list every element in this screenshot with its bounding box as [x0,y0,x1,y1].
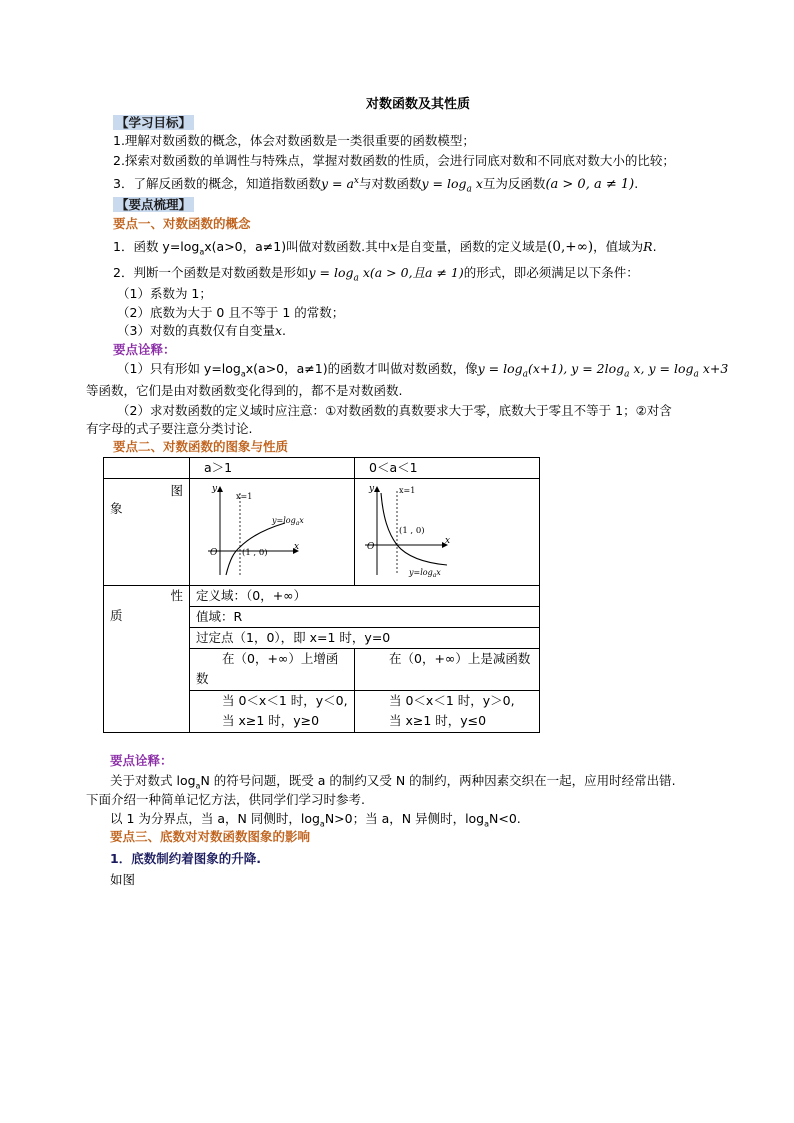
graph-cell-increasing [190,479,355,586]
domain-cell: 定义域：（0，+∞） [190,586,540,607]
note-2-text-1: 关于对数式 $\log_aN$ 的符号问题，既受 a 的制约又受 N 的制约，两种因素交织在一起，应用时经常出错. [110,773,676,791]
point-3-title: 要点三、底数对对数函数图象的影响 [110,829,311,844]
goal-3: 3．了解反函数的概念，知道指数函数$y = a^x$与对数函数$y = \log_a x$互为反函数(a > 0, a ≠ 1). [113,176,639,195]
sign-cell-increasing: 当 0＜x＜1 时，y＜0, 当 x≥1 时，y≥0 [190,691,355,733]
svg-text:x=1: x=1 [399,486,416,495]
svg-text:O: O [210,548,218,558]
table-corner [104,458,190,479]
col-header-a-lt-1: 0＜a＜1 [355,458,540,479]
point-3-sub-1: 1．底数制约着图象的升降. [110,851,261,866]
page-title: 对数函数及其性质 [366,97,471,112]
svg-text:(1 , 0): (1 , 0) [242,548,268,558]
svg-text:x: x [294,542,300,552]
fixed-point-cell: 过定点（1，0），即 x=1 时，y=0 [190,628,540,649]
svg-text:y=logax: $y=\log_ax$ [272,516,304,527]
goal-1: 1.理解对数函数的概念，体会对数函数是一类很重要的函数模型； [113,133,475,148]
graph-properties-table [103,457,540,733]
graph-decreasing-log [355,479,533,579]
point-3-text: 如图 [110,872,136,887]
note-1-title: 要点诠释： [113,342,176,357]
goal-2: 2.探索对数函数的单调性与特殊点，掌握对数函数的性质，会进行同底对数和不同底对数大小的比较； [113,153,675,168]
svg-text:y: y [212,484,218,494]
svg-text:y: y [369,484,375,494]
note-2-text-2: 下面介绍一种简单记忆方法，供同学们学习时参考. [86,792,365,807]
sign-cell-decreasing: 当 0＜x＜1 时，y＞0, 当 x≥1 时，y≤0 [355,691,540,733]
condition-3: （3）对数的真数仅有自变量x. [117,323,287,338]
condition-1: （1）系数为 1； [117,286,212,301]
goals-header: 【学习目标】 [113,114,194,132]
svg-text:x: x [445,536,451,546]
monotonic-increasing-cell: 在（0，+∞）上增函 数 [190,649,355,691]
svg-text:O: O [367,542,375,552]
svg-text:(1 , 0): (1 , 0) [399,526,425,536]
point-2-title: 要点二、对数函数的图象与性质 [113,439,289,454]
note-2-title: 要点诠释： [110,753,173,768]
row-label-properties: 性 质 [104,586,190,733]
row-label-graph: 图 象 [104,479,190,586]
summary-header: 【要点梳理】 [113,196,194,214]
graph-cell-decreasing [355,479,540,586]
col-header-a-gt-1: a＞1 [190,458,355,479]
range-cell: 值域：R [190,607,540,628]
note-1-line-1: （1）只有形如 $y=\log_ax(a>0$，a≠1)的函数才叫做对数函数，像$y = \log_a(x+1)$, $y = 2\log_a$ x, $y = \log_a x+3$ [117,361,729,380]
monotonic-decreasing-cell: 在（0，+∞）上是减函数 [355,649,540,691]
graph-increasing-log [190,479,354,579]
note-1-line-2: 等函数，它们是由对数函数变化得到的，都不是对数函数. [86,383,403,398]
svg-text:y=logax: $y=\log_ax$ [409,568,441,579]
point-1-line-1: 1．函数 $y=\log_ax(a>0$，a≠1)叫做对数函数.其中x是自变量，函数的定义域是(0,+∞)，值域为R. [113,239,657,257]
note-2-text-3: 以 1 为分界点，当 a，N 同侧时，$\log_aN>0$；当 a，N 异侧时，$\log_aN<0$. [110,811,521,829]
point-1-title: 要点一、对数函数的概念 [113,216,251,231]
condition-2: （2）底数为大于 0 且不等于 1 的常数； [117,305,345,320]
note-2-line-1: （2）求对数函数的定义域时应注意：①对数函数的真数要求大于零，底数大于零且不等于 1；②对含 [117,403,672,418]
svg-text:x=1: x=1 [236,492,253,501]
point-1-line-2: 2．判断一个函数是对数函数是形如$y = \log_a x(a > 0$,且a ≠ 1)的形式，即必须满足以下条件： [113,265,639,284]
note-2-line-2: 有字母的式子要注意分类讨论. [86,421,253,436]
